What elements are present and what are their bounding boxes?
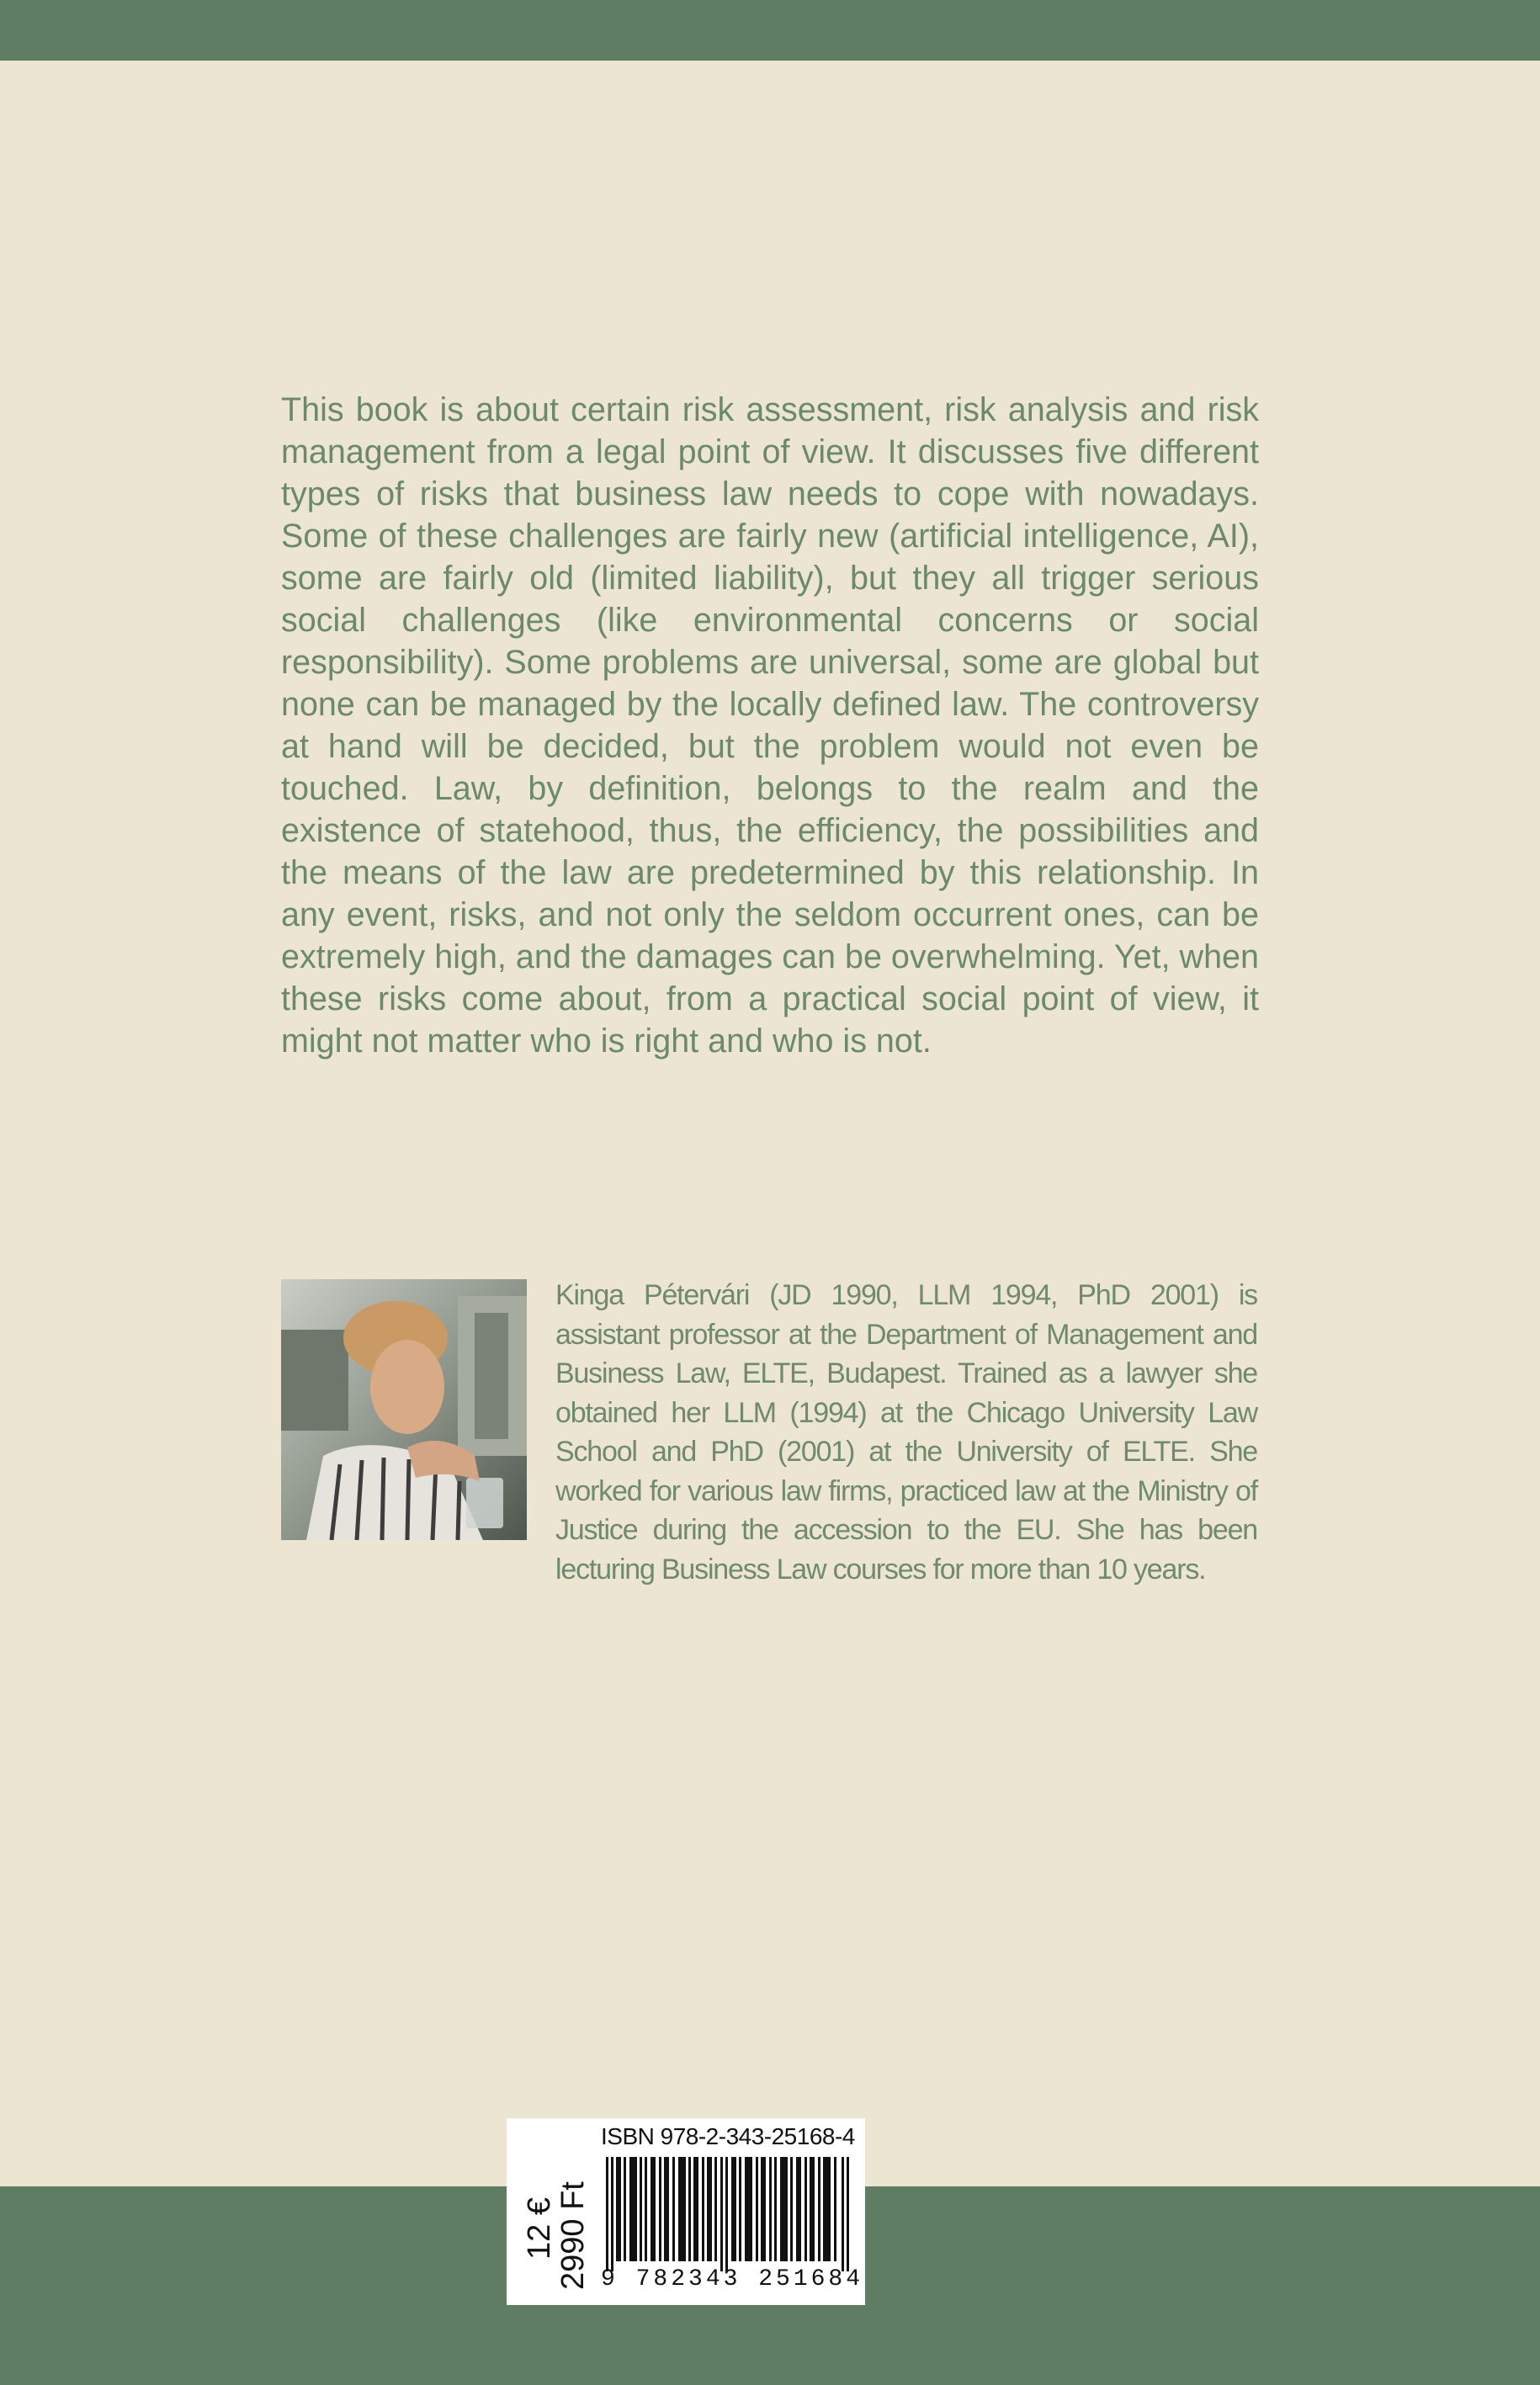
price-column <box>510 2164 594 2298</box>
barcode-panel <box>507 2118 865 2305</box>
author-bio: Kinga Pétervári (JD 1990, LLM 1994, PhD 2001) is assistant professor at the Department of Management and Business Law, ELTE, Budapest. Trained as a lawyer she obtained her LLM (1994) at the Chicago University Law School and PhD (2001) at the University of ELTE. She worked for various law firms, practiced law at the Ministry of Justice during the accession to the EU. She has been lecturing Business Law courses for more than 10 years. <box>555 1279 1257 1586</box>
top-color-band <box>0 0 1540 61</box>
isbn-label: ISBN 978-2-343-25168-4 <box>601 2123 855 2149</box>
back-cover-blurb: This book is about certain risk assessment, risk analysis and risk management from a legal point of view. It discusses five different types of risks that business law needs to cope with nowadays. Some of these challenges are fairly new (artificial intelligence, AI), some are fairly old (limited liability), but they all trigger serious social challenges (like environmental concerns or social responsibility). Some problems are universal, some are global but none can be managed by the locally defined law. The controversy at hand will be decided, but the problem would not even be touched. Law, by definition, belongs to the realm and the existence of statehood, thus, the efficiency, the possibilities and the means of the law are predetermined by this relationship. In any event, risks, and not only the seldom occurrent ones, can be extremely high, and the damages can be overwhelming. Yet, when these risks come about, from a practical social point of view, it might not matter who is right and who is not. <box>281 391 1259 1060</box>
barcode-bars <box>604 2157 857 2271</box>
author-portrait-illustration <box>281 1279 527 1540</box>
author-photo <box>281 1279 527 1540</box>
price-huf: 2990 Ft <box>555 2181 591 2290</box>
barcode-digits: 9 782343 251684 <box>601 2266 864 2292</box>
price-eur: 12 € <box>522 2197 557 2260</box>
